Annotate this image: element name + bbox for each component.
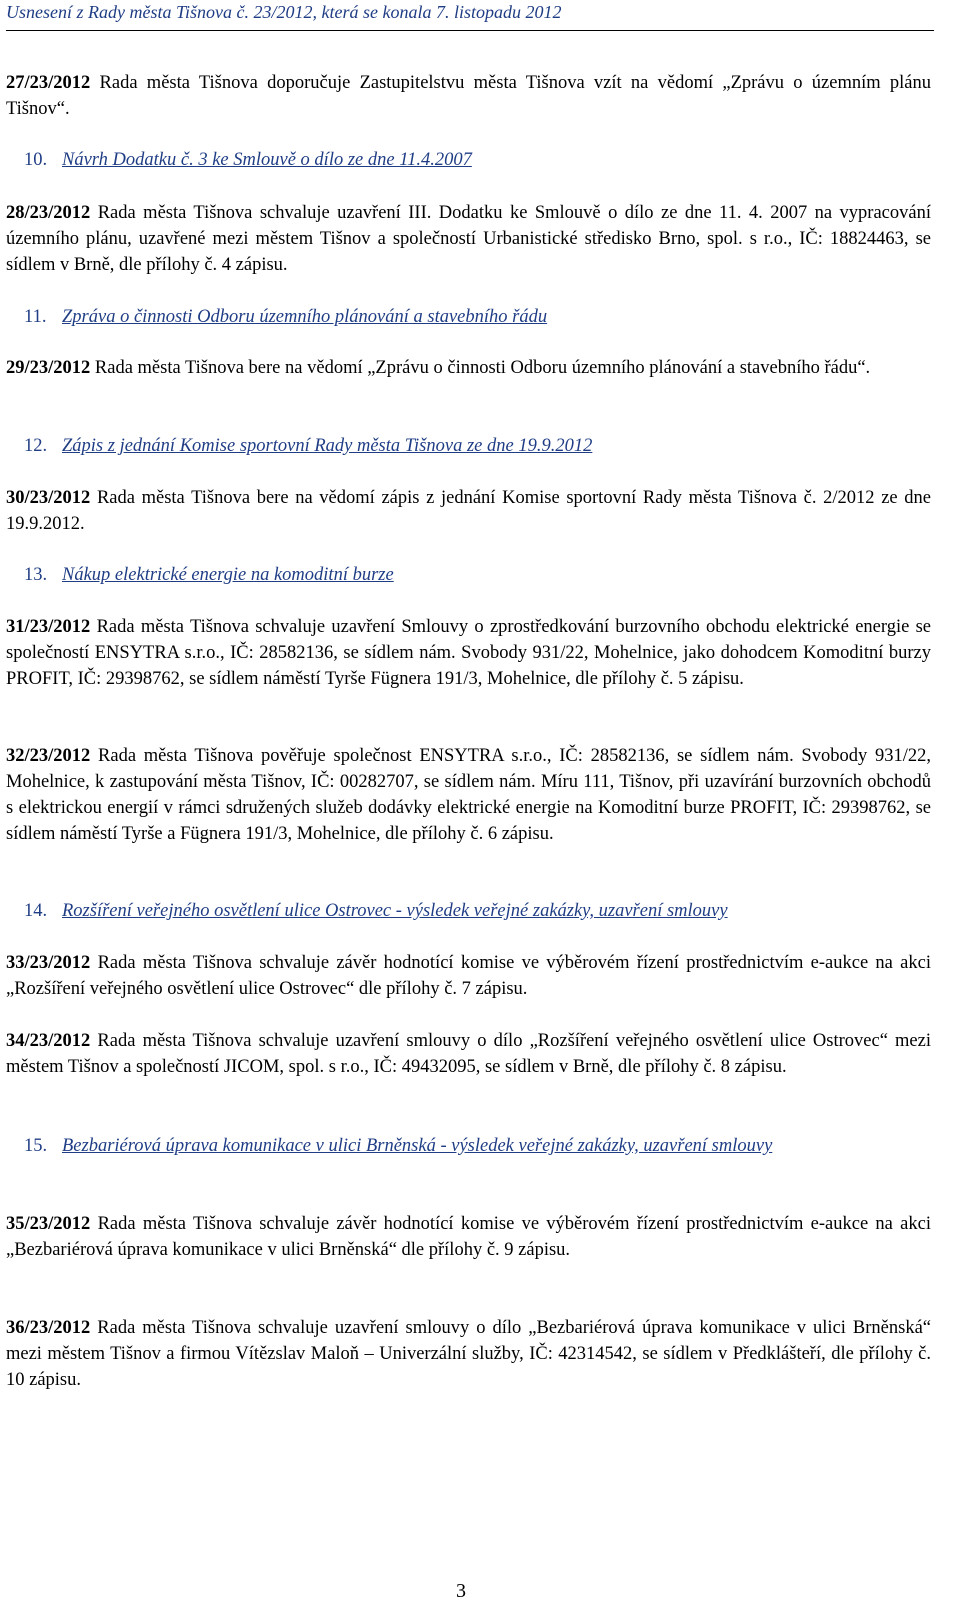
resolution-number: 36/23/2012 <box>6 1318 91 1338</box>
resolution-number: 35/23/2012 <box>6 1214 91 1234</box>
agenda-item-number: 10. <box>24 150 48 170</box>
resolution-29 <box>6 355 931 381</box>
resolution-number: 31/23/2012 <box>6 617 91 637</box>
running-header: Usnesení z Rady města Tišnova č. 23/2012, která se konala 7. listopadu 2012 <box>6 2 562 22</box>
resolution-28 <box>6 200 931 278</box>
agenda-item-title: Zápis z jednání Komise sportovní Rady města Tišnova ze dne 19.9.2012 <box>62 436 593 456</box>
agenda-item-14 <box>6 898 931 924</box>
agenda-item-10 <box>6 147 931 173</box>
page-number: 3 <box>456 1580 466 1602</box>
resolution-text: Rada města Tišnova schvaluje uzavření III. Dodatku ke Smlouvě o dílo ze dne 11. 4. 2007 na vypracování územního plánu, uzavřené mezi městem Tišnov a společností Urbanistické středisko Brno, spol. s r.o., IČ: 18824463, se sídlem v Brně, dle přílohy č. 4 zápisu. <box>6 203 931 275</box>
agenda-item-title: Návrh Dodatku č. 3 ke Smlouvě o dílo ze dne 11.4.2007 <box>62 150 472 170</box>
resolution-33 <box>6 950 931 1002</box>
agenda-item-number: 14. <box>24 901 48 921</box>
resolution-31 <box>6 614 931 692</box>
resolution-text: Rada města Tišnova schvaluje závěr hodnotící komise ve výběrovém řízení prostřednictvím e-aukce na akci „Rozšíření veřejného osvětlení ulice Ostrovec“ dle přílohy č. 7 zápisu. <box>6 953 931 999</box>
resolution-text: Rada města Tišnova schvaluje uzavření Smlouvy o zprostředkování burzovního obchodu elektrické energie se společností ENSYTRA s.r.o., IČ: 28582136, se sídlem nám. Svobody 931/22, Mohelnice, jako dohodcem Komoditní burzy PROFIT, IČ: 29398762, se sídlem náměstí Tyrše Fügnera 191/3, Mohelnice, dle přílohy č. 5 zápisu. <box>6 617 931 689</box>
agenda-item-title: Nákup elektrické energie na komoditní burze <box>62 565 394 585</box>
resolution-text: Rada města Tišnova bere na vědomí zápis z jednání Komise sportovní Rady města Tišnova č. 2/2012 ze dne 19.9.2012. <box>6 488 931 534</box>
resolution-number: 30/23/2012 <box>6 488 91 508</box>
agenda-item-number: 12. <box>24 436 48 456</box>
agenda-item-title: Rozšíření veřejného osvětlení ulice Ostrovec - výsledek veřejné zakázky, uzavření smlouvy <box>62 901 728 921</box>
resolution-text: Rada města Tišnova schvaluje závěr hodnotící komise ve výběrovém řízení prostřednictvím e-aukce na akci „Bezbariérová úprava komunikace v ulici Brněnská“ dle přílohy č. 9 zápisu. <box>6 1214 931 1260</box>
agenda-item-13 <box>6 562 931 588</box>
agenda-item-number: 15. <box>24 1136 48 1156</box>
resolution-text: Rada města Tišnova pověřuje společnost ENSYTRA s.r.o., IČ: 28582136, se sídlem nám. Svobody 931/22, Mohelnice, k zastupování města Tišnov, IČ: 00282707, se sídlem nám. Míru 111, Tišnov, při uzavírání burzovních obchodů s elektrickou energií v rámci sdružených služeb dodávky elektrické energie na Komoditní burze PROFIT, IČ: 29398762, se sídlem náměstí Tyrše a Fügnera 191/3, Mohelnice, dle přílohy č. 6 zápisu. <box>6 746 931 844</box>
resolution-34 <box>6 1028 931 1080</box>
resolution-36 <box>6 1315 931 1393</box>
resolution-number: 28/23/2012 <box>6 203 91 223</box>
agenda-item-title: Bezbariérová úprava komunikace v ulici Brněnská - výsledek veřejné zakázky, uzavření smlouvy <box>62 1136 773 1156</box>
header-divider <box>6 30 934 31</box>
resolution-27 <box>6 70 931 122</box>
resolution-number: 34/23/2012 <box>6 1031 91 1051</box>
resolution-text: Rada města Tišnova schvaluje uzavření smlouvy o dílo „Rozšíření veřejného osvětlení ulice Ostrovec“ mezi městem Tišnov a společností JICOM, spol. s r.o., IČ: 49432095, se sídlem v Brně, dle přílohy č. 8 zápisu. <box>6 1031 931 1077</box>
agenda-item-12 <box>6 433 931 459</box>
agenda-item-number: 11. <box>24 307 47 327</box>
resolution-number: 32/23/2012 <box>6 746 91 766</box>
resolution-30 <box>6 485 931 537</box>
agenda-item-number: 13. <box>24 565 48 585</box>
resolution-text: Rada města Tišnova schvaluje uzavření smlouvy o dílo „Bezbariérová úprava komunikace v ulici Brněnská“ mezi městem Tišnov a firmou Vítězslav Maloň – Univerzální služby, IČ: 42314542, se sídlem v Předklášteří, dle přílohy č. 10 zápisu. <box>6 1318 931 1390</box>
resolution-number: 29/23/2012 <box>6 358 91 378</box>
agenda-item-title: Zpráva o činnosti Odboru územního plánování a stavebního řádu <box>62 307 548 327</box>
agenda-item-15 <box>6 1133 931 1159</box>
resolution-text: Rada města Tišnova bere na vědomí „Zprávu o činnosti Odboru územního plánování a stavebního řádu“. <box>90 358 871 378</box>
resolution-32 <box>6 743 931 847</box>
resolution-text: Rada města Tišnova doporučuje Zastupitelstvu města Tišnova vzít na vědomí „Zprávu o územním plánu Tišnov“. <box>6 73 931 119</box>
resolution-number: 33/23/2012 <box>6 953 91 973</box>
resolution-35 <box>6 1211 931 1263</box>
agenda-item-11 <box>6 304 931 330</box>
resolution-number: 27/23/2012 <box>6 73 91 93</box>
